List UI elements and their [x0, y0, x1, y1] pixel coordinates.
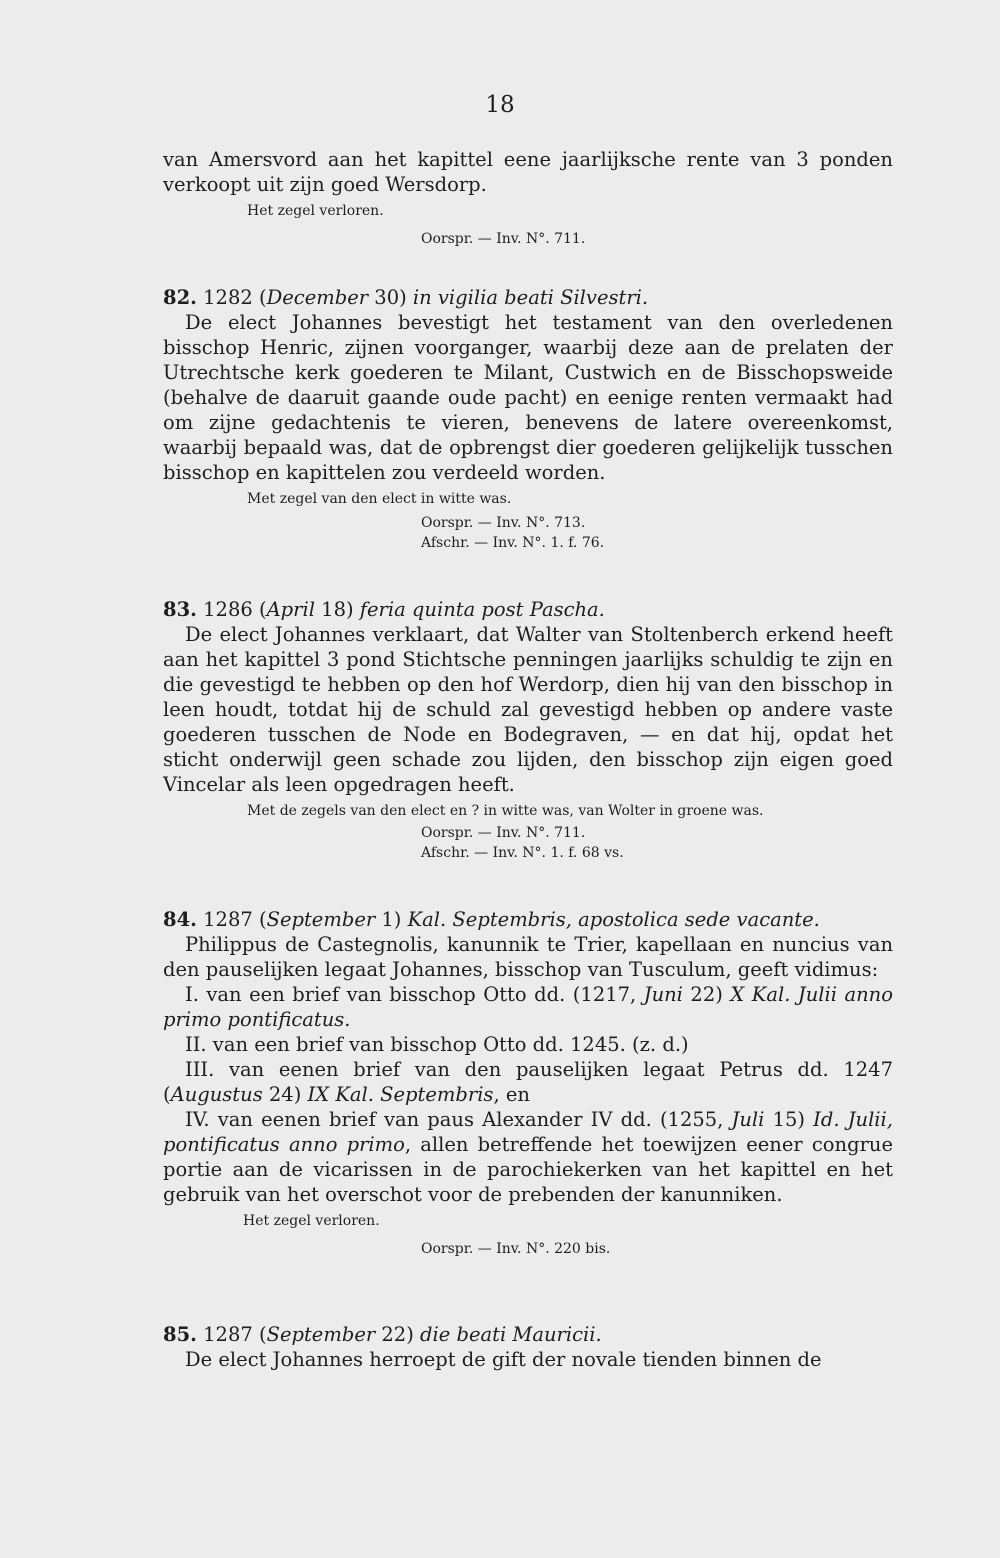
entry-month: April — [266, 598, 315, 621]
seal-note: Het zegel verloren. — [243, 1213, 380, 1229]
entry-year: 1282 — [203, 286, 253, 309]
seal-note: Met de zegels van den elect en ? in witte was, van Wolter in groene was. — [247, 803, 764, 819]
item-text: III. van eenen brief van den pauselijken legaat Petrus dd. 1247 ( — [163, 1058, 893, 1106]
entry-85 — [163, 1322, 893, 1372]
item-italic: Id. Julii, pontificatus anno primo — [163, 1108, 893, 1156]
page-number: 18 — [485, 92, 515, 118]
item-text: 24) — [262, 1083, 308, 1106]
entry-number: 85. — [163, 1323, 197, 1346]
continuation-text: van Amersvord aan het kapittel eene jaarlijksche rente van 3 ponden verkoopt uit zijn goed Wersdorp. — [163, 148, 893, 196]
seal-note: Het zegel verloren. — [247, 203, 384, 219]
entry-latin-date: feria quinta post Pascha. — [359, 598, 605, 621]
entry-latin-date: Kal. Septembris, apostolica sede vacante. — [407, 908, 820, 931]
entry-text: De elect Johannes bevestigt het testament van den overledenen bisschop Henric, zijnen voorganger, waarbij deze aan de prelaten der Utrechtsche kerk goederen te Milant, Custwich en de Bisschopsweide (behalve de daaruit gaande oude pacht) en eenige renten vermaakt had om zijne gedachtenis te vieren, benevens de latere overeenkomst, waarbij bepaald was, dat de opbrengst dier goederen gelijkelijk tusschen bisschop en kapittelen zou verdeeld worden. — [163, 311, 893, 484]
archive-refs — [421, 513, 893, 553]
entry-heading: 82. 1282 (December 30) in vigilia beati Silvestri. — [163, 286, 649, 309]
item-text: I. van een brief van bisschop Otto dd. (1217, — [185, 983, 644, 1006]
item-text: IV. van eenen brief van paus Alexander IV dd. (1255, — [185, 1108, 732, 1131]
item-text: , en — [493, 1083, 530, 1106]
entry-year: 1286 — [203, 598, 253, 621]
archive-refs — [421, 229, 893, 249]
entry-month: September — [266, 908, 376, 931]
entry-83 — [163, 597, 893, 863]
entry-text: De elect Johannes verklaart, dat Walter van Stoltenberch erkend heeft aan het kapittel 3 pond Stichtsche penningen jaarlijks schuldig te zijn en die gevestigd te hebben op den hof Werdorp, dien hij van den bisschop in leen houdt, totdat hij de schuld zal gevestigd hebben op andere vaste goederen tusschen de Node en Bodegraven, — en dat hij, opdat het sticht onderwijl geen schade zou lijden, den bisschop zijn eigen goed Vincelar als leen opgedragen heeft. — [163, 623, 893, 796]
archive-ref: Oorspr. — Inv. N°. 713. — [421, 515, 586, 531]
entry-year: 1287 — [203, 1323, 253, 1346]
entry-year: 1287 — [203, 908, 253, 931]
archive-ref: Oorspr. — Inv. N°. 711. — [421, 825, 586, 841]
item-text: 15) — [764, 1108, 814, 1131]
entry-number: 83. — [163, 598, 197, 621]
vidimus-item — [163, 1057, 893, 1107]
archive-ref: Afschr. — Inv. N°. 1. f. 68 vs. — [421, 845, 624, 861]
entry-latin-date: in vigilia beati Silvestri. — [412, 286, 649, 309]
archive-refs — [421, 823, 893, 863]
entry-text: De elect Johannes herroept de gift der novale tienden binnen de — [185, 1348, 822, 1371]
entry-month: December — [266, 286, 369, 309]
entry-84 — [163, 907, 893, 1259]
entry-number: 84. — [163, 908, 197, 931]
item-text: , allen betreffende het toewijzen eener congrue portie aan de vicarissen in de parochiekerken van het kapittel en het gebruik van het overschot voor de prebenden der kanunniken. — [163, 1133, 893, 1206]
item-text: 22) — [682, 983, 731, 1006]
entry-latin-date: die beati Mauricii. — [420, 1323, 602, 1346]
entry-text: Philippus de Castegnolis, kanunnik te Trier, kapellaan en nuncius van den pauselijken legaat Johannes, bisschop van Tusculum, geeft vidimus: — [163, 933, 893, 981]
archive-ref: Oorspr. — Inv. N°. 220 bis. — [421, 1241, 611, 1257]
entry-heading: 85. 1287 (September 22) die beati Mauricii. — [163, 1323, 602, 1346]
seal-note: Met zegel van den elect in witte was. — [247, 491, 512, 507]
entry-82 — [163, 285, 893, 553]
archive-ref: Oorspr. — Inv. N°. 711. — [421, 231, 586, 247]
entry-day: 18) — [321, 598, 354, 621]
item-italic: Juli — [731, 1108, 765, 1131]
entry-month: September — [266, 1323, 376, 1346]
entry-heading: 84. 1287 (September 1) Kal. Septembris, apostolica sede vacante. — [163, 908, 820, 931]
item-text: II. van een brief van bisschop Otto dd. 1245. (z. d.) — [185, 1033, 689, 1056]
entry-day: 22) — [381, 1323, 414, 1346]
archive-ref: Afschr. — Inv. N°. 1. f. 76. — [421, 535, 605, 551]
entry-heading: 83. 1286 (April 18) feria quinta post Pascha. — [163, 598, 605, 621]
entry-day: 30) — [374, 286, 407, 309]
continuation-block — [163, 147, 893, 249]
entry-day: 1) — [381, 908, 402, 931]
item-italic: Juni — [643, 983, 683, 1006]
vidimus-item — [163, 1032, 893, 1057]
entry-number: 82. — [163, 286, 197, 309]
item-italic: IX Kal. Septembris — [307, 1083, 494, 1106]
archive-refs — [421, 1239, 893, 1259]
item-italic: X Kal. Julii anno primo pontificatus. — [163, 983, 893, 1031]
vidimus-item — [163, 982, 893, 1032]
vidimus-item — [163, 1107, 893, 1207]
item-italic: Augustus — [170, 1083, 263, 1106]
